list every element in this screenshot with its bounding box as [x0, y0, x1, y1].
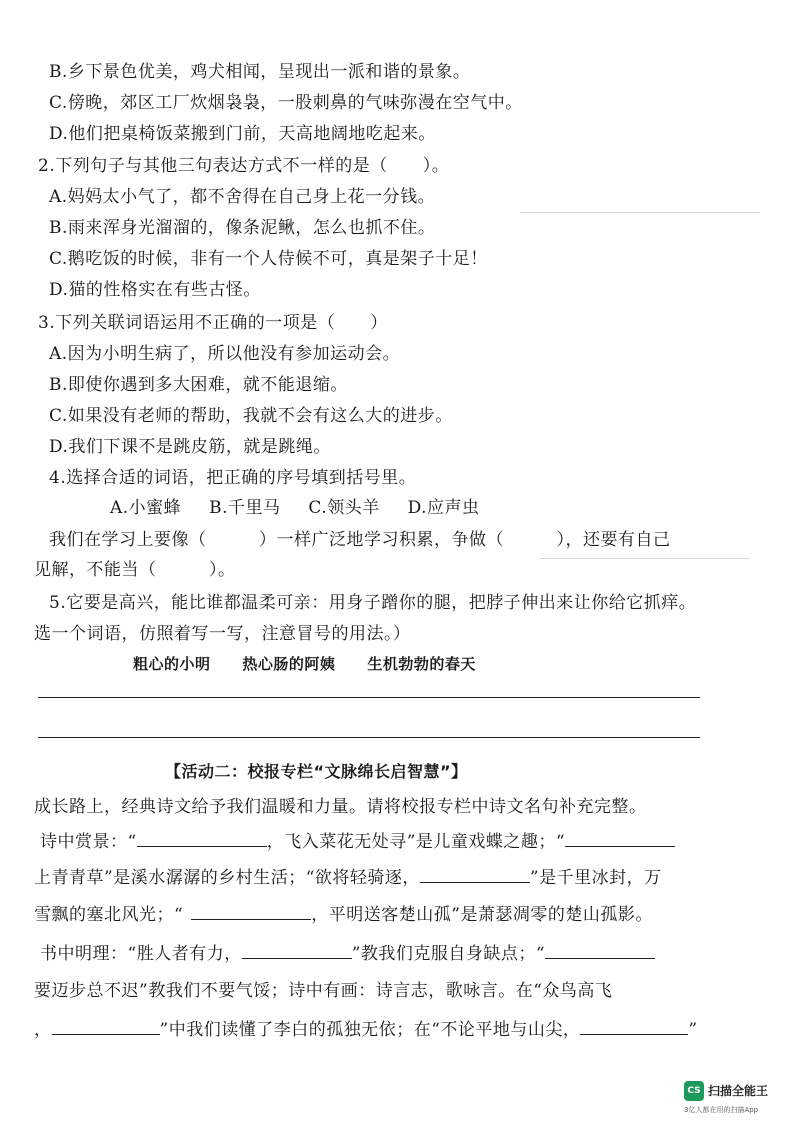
camscanner-logo-icon: CS: [684, 1081, 704, 1101]
q3-option-c: C.如果没有老师的帮助，我就不会有这么大的进步。: [49, 406, 453, 426]
text-segment: ”是千里冰封，万: [529, 868, 662, 888]
text-segment: 诗中赏景：“: [40, 832, 137, 852]
q2-option-b: B.雨来浑身光溜溜的，像条泥鳅，怎么也抓不住。: [49, 218, 436, 238]
q5-word-choices: [133, 653, 502, 675]
q3-option-a: A.因为小明生病了，所以他没有参加运动会。: [49, 344, 401, 364]
activity-two-intro: 成长路上，经典诗文给予我们温暖和力量。请将校报专栏中诗文名句补充完整。: [34, 797, 647, 817]
watermark-tagline: 3亿人都在用的扫描App: [684, 1106, 759, 1114]
q1-option-b: B.乡下景色优美，鸡犬相闻，呈现出一派和谐的景象。: [49, 62, 471, 82]
fill-blank[interactable]: [580, 1018, 688, 1035]
fill-blank[interactable]: [52, 1018, 160, 1035]
book-wisdom-line-1: [40, 942, 655, 965]
q1-option-c: C.傍晚，郊区工厂炊烟袅袅，一股刺鼻的气味弥漫在空气中。: [49, 93, 523, 113]
q3-option-d: D.我们下课不是跳皮筋，就是跳绳。: [49, 437, 331, 457]
q3-stem: 3.下列关联词语运用不正确的一项是（ ）: [38, 313, 388, 333]
q2-option-d: D.猫的性格实在有些古怪。: [49, 280, 261, 300]
answer-line[interactable]: [38, 697, 700, 698]
text-segment: ，平明送客楚山孤”是萧瑟凋零的楚山孤影。: [311, 905, 653, 925]
text-segment: ”: [688, 1020, 698, 1040]
q2-option-c: C.鹅吃饭的时候，非有一个人侍候不可，真是架子十足！: [49, 249, 488, 269]
q5-word: 热心肠的阿姨: [242, 655, 336, 673]
text-segment: ”教我们克服自身缺点；“: [351, 944, 546, 964]
q4-option: C.领头羊: [308, 498, 380, 518]
scanner-watermark: [684, 1081, 784, 1119]
scan-artifact: [520, 212, 760, 213]
q3-option-b: B.即使你遇到多大困难，就不能退缩。: [49, 375, 348, 395]
fill-blank[interactable]: [242, 942, 352, 959]
text-segment: 书中明理：“胜人者有力，: [40, 944, 242, 964]
book-wisdom-line-2: 要迈步总不迟”教我们不要气馁；诗中有画：诗言志，歌咏言。在“众鸟高飞: [34, 981, 613, 1001]
q4-sentence-line-2: 见解，不能当（ ）。: [34, 560, 236, 580]
fill-blank[interactable]: [420, 866, 530, 883]
activity-two-title: 【活动二：校报专栏“文脉绵长启智慧”】: [165, 762, 468, 781]
q4-stem: 4.选择合适的词语，把正确的序号填到括号里。: [49, 468, 417, 488]
watermark-app-name: 扫描全能王: [708, 1084, 769, 1098]
text-segment: ，飞入菜花无处寻”是儿童戏蝶之趣；“: [266, 832, 566, 852]
q1-option-d: D.他们把桌椅饭菜搬到门前，天高地阔地吃起来。: [49, 124, 436, 144]
text-segment: 上青青草”是溪水潺潺的乡村生活；“欲将轻骑逐，: [34, 868, 420, 888]
q5-word: 生机勃勃的春天: [367, 655, 476, 673]
text-segment: ”中我们读懂了李白的孤独无依；在“不论平地与山尖，: [159, 1020, 581, 1040]
q4-option: B.千里马: [209, 498, 281, 518]
fill-blank[interactable]: [545, 942, 655, 959]
fill-blank[interactable]: [137, 830, 267, 847]
book-wisdom-line-3: [34, 1018, 698, 1041]
q2-stem: 2.下列句子与其他三句表达方式不一样的是（ ）。: [38, 156, 450, 176]
q4-sentence-line-1: 我们在学习上要像（ ）一样广泛地学习积累，争做（ ），还要有自己: [49, 530, 671, 550]
fill-blank[interactable]: [565, 830, 675, 847]
scan-artifact: [540, 558, 750, 559]
q2-option-a: A.妈妈太小气了，都不舍得在自己身上花一分钱。: [49, 187, 436, 207]
q5-word: 粗心的小明: [133, 655, 211, 673]
answer-line[interactable]: [38, 737, 700, 738]
q4-option: D.应声虫: [407, 498, 480, 518]
text-segment: ，: [34, 1020, 52, 1040]
poem-scenery-line-1: [40, 830, 675, 853]
fill-blank[interactable]: [191, 903, 311, 920]
q4-word-options: [110, 497, 502, 519]
poem-scenery-line-3: [34, 903, 653, 926]
q4-option: A.小蜜蜂: [110, 498, 182, 518]
q5-line-2: 选一个词语，仿照着写一写，注意冒号的用法。）: [34, 624, 411, 644]
poem-scenery-line-2: [34, 866, 662, 889]
text-segment: 雪飘的塞北风光；“: [34, 905, 184, 925]
q5-line-1: 5.它要是高兴，能比谁都温柔可亲：用身子蹭你的腿，把脖子伸出来让你给它抓痒。: [49, 593, 697, 613]
